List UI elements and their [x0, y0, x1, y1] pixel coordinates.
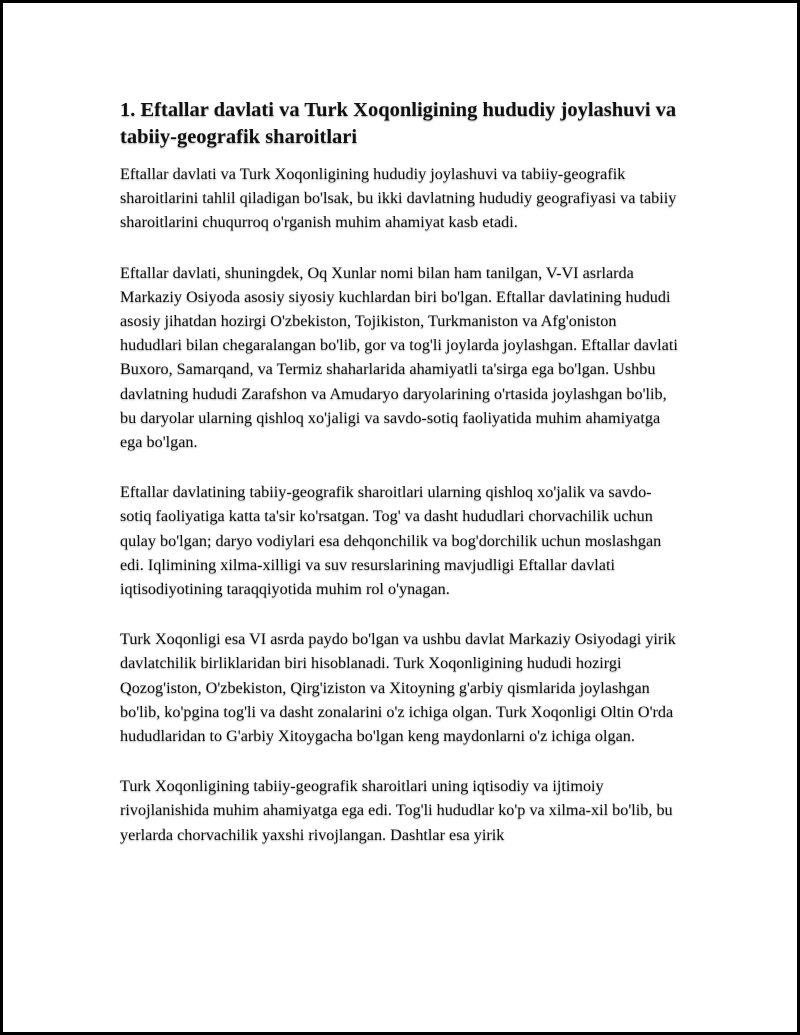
paragraph-eftallar-territory: Eftallar davlati, shuningdek, Oq Xunlar nomi bilan ham tanilgan, V-VI asrlarda Markaziy Osiyoda asosiy siyosiy kuchlardan biri bo'lgan. Eftallar davlatining hududi asosiy jihatdan hozirgi O'zbekiston, Tojikiston, Turkmaniston va Afg'oniston hududlari bilan chegaralangan bo'lib, gor va tog'li joylarda joylashgan. Eftallar davlati Buxoro, Samarqand, va Termiz shaharlarida ahamiyatli ta'sirga ega bo'lgan. Ushbu davlatning hududi Zarafshon va Amudaryo daryolarining o'rtasida joylashgan bo'lib, bu daryolar ularning qishloq xo'jaligi va savdo-sotiq faoliyatida muhim ahamiyatga ega bo'lgan.: [120, 263, 678, 452]
paragraph-turk-geography: Turk Xoqonligining tabiiy-geografik sharoitlari uning iqtisodiy va ijtimoiy rivojlanishida muhim ahamiyatga ega edi. Tog'li hududlar ko'p va xilma-xil bo'lib, bu yerlarda chorvachilik yaxshi rivojlangan. Dashtlar esa yirik: [120, 777, 673, 844]
section-heading: 1. Eftallar davlati va Turk Xoqonligining hududiy joylashuvi va tabiiy-geografik sharoitlari: [120, 99, 677, 148]
paragraph-turk-territory: Turk Xoqonligi esa VI asrda paydo bo'lgan va ushbu davlat Markaziy Osiyodagi yirik davlatchilik birliklaridan biri hisoblanadi. Turk Xoqonligining hududi hozirgi Qozog'iston, O'zbekiston, Qirg'iziston va Xitoyning g'arbiy qismlarida joylashgan bo'lib, ko'pgina tog'li va dasht zonalarini o'z ichiga olgan. Turk Xoqonligi Oltin O'rda hududlaridan to G'arbiy Xitoygacha bo'lgan keng maydonlarni o'z ichiga olgan.: [120, 630, 676, 746]
paragraph-intro: Eftallar davlati va Turk Xoqonligining hududiy joylashuvi va tabiiy-geografik sharoitlarini tahlil qiladigan bo'lsak, bu ikki davlatning hududiy geografiyasi va tabiiy sharoitlarini chuqurroq o'rganish muhim ahamiyat kasb etadi.: [120, 165, 677, 232]
paragraph-eftallar-geography: Eftallar davlatining tabiiy-geografik sharoitlari ularning qishloq xo'jalik va savdo-sotiq faoliyatiga katta ta'sir ko'rsatgan. Tog' va dasht hududlari chorvachilik uchun qulay bo'lgan; daryo vodiylari esa dehqonchilik va bog'dorchilik uchun moslashgan edi. Iqlimining xilma-xilligi va suv resurslarining mavjudligi Eftallar davlati iqtisodiyotining taraqqiyotida muhim rol o'ynagan.: [120, 483, 662, 599]
document-body: [120, 97, 680, 873]
